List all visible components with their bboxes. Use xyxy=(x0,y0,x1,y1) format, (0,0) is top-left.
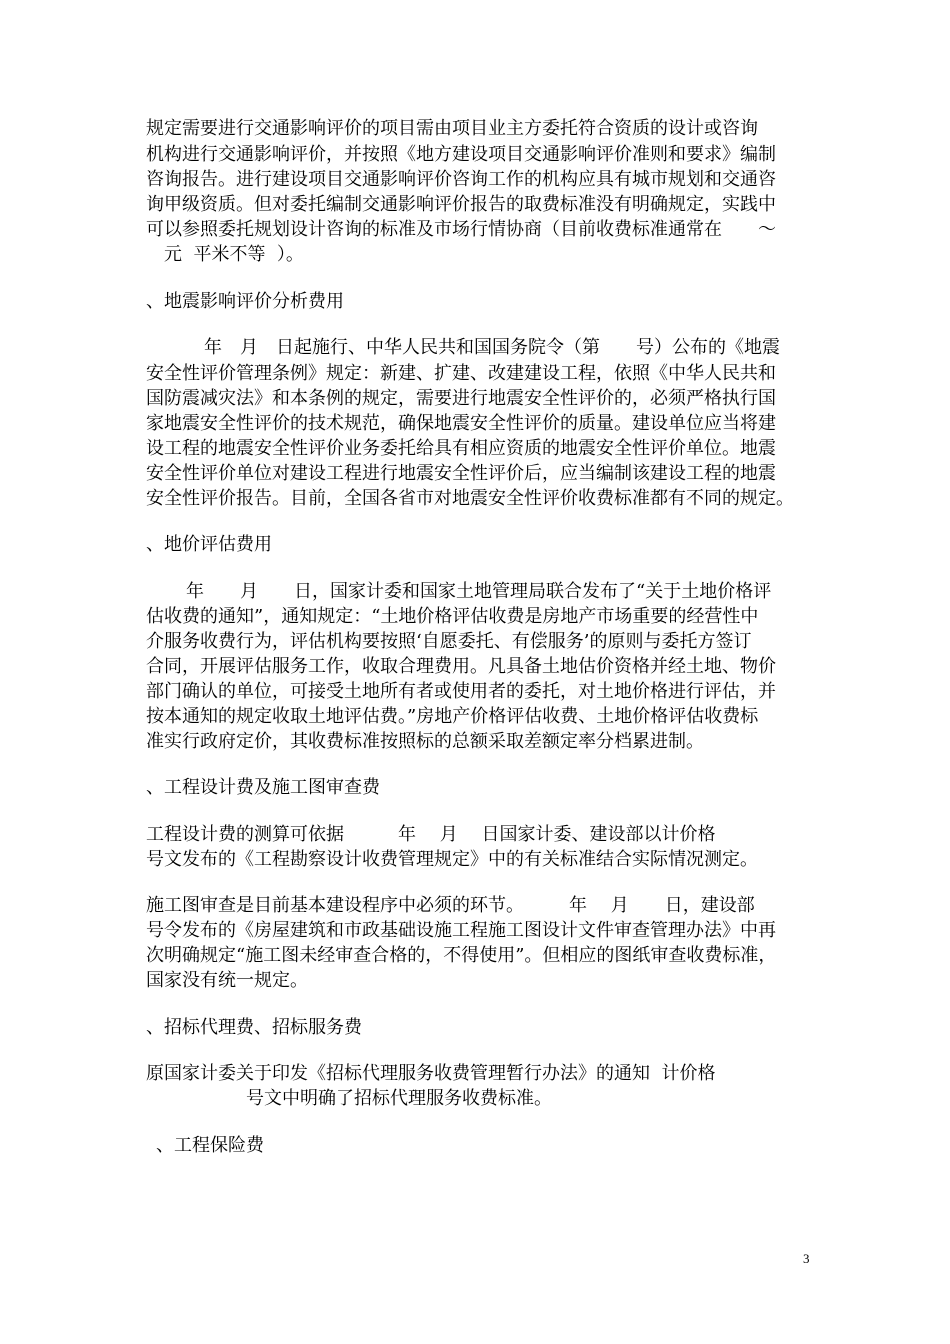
land-paragraph-line-1: 年 月 日，国家计委和国家土地管理局联合发布了“关于土地价格评 xyxy=(186,581,772,602)
traffic-paragraph-line-1: 规定需要进行交通影响评价的项目需由项目业主方委托符合资质的设计或咨询 xyxy=(146,118,758,139)
section-heading-land: 、地价评估费用 xyxy=(146,534,272,555)
traffic-paragraph-line-4: 询甲级资质。但对委托编制交通影响评价报告的取费标准没有明确规定，实践中 xyxy=(146,194,776,215)
land-paragraph-line-2: 估收费的通知”，通知规定：“土地价格评估收费是房地产市场重要的经营性中 xyxy=(146,606,759,627)
bidding-paragraph-line-1: 原国家计委关于印发《招标代理服务收费管理暂行办法》的通知 计价格 xyxy=(146,1063,716,1084)
seismic-paragraph-line-1: 年 月 日起施行、中华人民共和国国务院令（第 号）公布的《地震 xyxy=(186,337,780,358)
design-paragraph-line-1: 工程设计费的测算可依据 年 月 日国家计委、建设部以计价格 xyxy=(146,824,716,845)
seismic-paragraph-line-5: 设工程的地震安全性评价业务委托给具有相应资质的地震安全性评价单位。地震 xyxy=(146,438,776,459)
section-heading-seismic: 、地震影响评价分析费用 xyxy=(146,291,344,312)
traffic-paragraph-line-2: 机构进行交通影响评价，并按照《地方建设项目交通影响评价准则和要求》编制 xyxy=(146,144,776,165)
design-paragraph-line-2: 号文发布的《工程勘察设计收费管理规定》中的有关标准结合实际情况测定。 xyxy=(146,849,758,870)
land-paragraph-line-5: 部门确认的单位，可接受土地所有者或使用者的委托，对土地价格进行评估，并 xyxy=(146,681,776,702)
review-paragraph-line-4: 国家没有统一规定。 xyxy=(146,970,308,991)
land-paragraph-line-4: 合同，开展评估服务工作，收取合理费用。凡具备土地估价资格并经土地、物价 xyxy=(146,656,776,677)
seismic-paragraph-line-7: 安全性评价报告。目前，全国各省市对地震安全性评价收费标准都有不同的规定。 xyxy=(146,488,794,509)
section-heading-insurance: 、工程保险费 xyxy=(156,1135,264,1156)
review-paragraph-line-3: 次明确规定“施工图未经审查合格的，不得使用”。但相应的图纸审查收费标准， xyxy=(146,945,777,966)
seismic-paragraph-line-3: 国防震减灾法》和本条例的规定，需要进行地震安全性评价的，必须严格执行国 xyxy=(146,388,776,409)
land-paragraph-line-7: 准实行政府定价，其收费标准按照标的总额采取差额定率分档累进制。 xyxy=(146,731,704,752)
land-paragraph-line-6: 按本通知的规定收取土地评估费。”房地产价格评估收费、土地价格评估收费标 xyxy=(146,706,759,727)
bidding-paragraph-line-2: 号文中明确了招标代理服务收费标准。 xyxy=(246,1088,552,1109)
review-paragraph-line-2: 号令发布的《房屋建筑和市政基础设施工程施工图设计文件审查管理办法》中再 xyxy=(146,920,776,941)
seismic-paragraph-line-6: 安全性评价单位对建设工程进行地震安全性评价后，应当编制该建设工程的地震 xyxy=(146,463,776,484)
page-number: 3 xyxy=(803,1251,810,1266)
section-heading-design: 、工程设计费及施工图审查费 xyxy=(146,777,380,798)
seismic-paragraph-line-2: 安全性评价管理条例》规定：新建、扩建、改建建设工程，依照《中华人民共和 xyxy=(146,363,776,384)
land-paragraph-line-3: 介服务收费行为，评估机构要按照‘自愿委托、有偿服务’的原则与委托方签订 xyxy=(146,631,752,652)
section-heading-bidding: 、招标代理费、招标服务费 xyxy=(146,1017,362,1038)
seismic-paragraph-line-4: 家地震安全性评价的技术规范，确保地震安全性评价的质量。建设单位应当将建 xyxy=(146,413,776,434)
traffic-paragraph-line-3: 咨询报告。进行建设项目交通影响评价咨询工作的机构应具有城市规划和交通咨 xyxy=(146,169,776,190)
traffic-paragraph-line-5: 可以参照委托规划设计咨询的标准及市场行情协商（目前收费标准通常在 ～ xyxy=(146,219,776,240)
traffic-paragraph-line-6: 元 平米不等 ）。 xyxy=(146,244,304,265)
review-paragraph-line-1: 施工图审查是目前基本建设程序中必须的环节。 年 月 日，建设部 xyxy=(146,895,755,916)
